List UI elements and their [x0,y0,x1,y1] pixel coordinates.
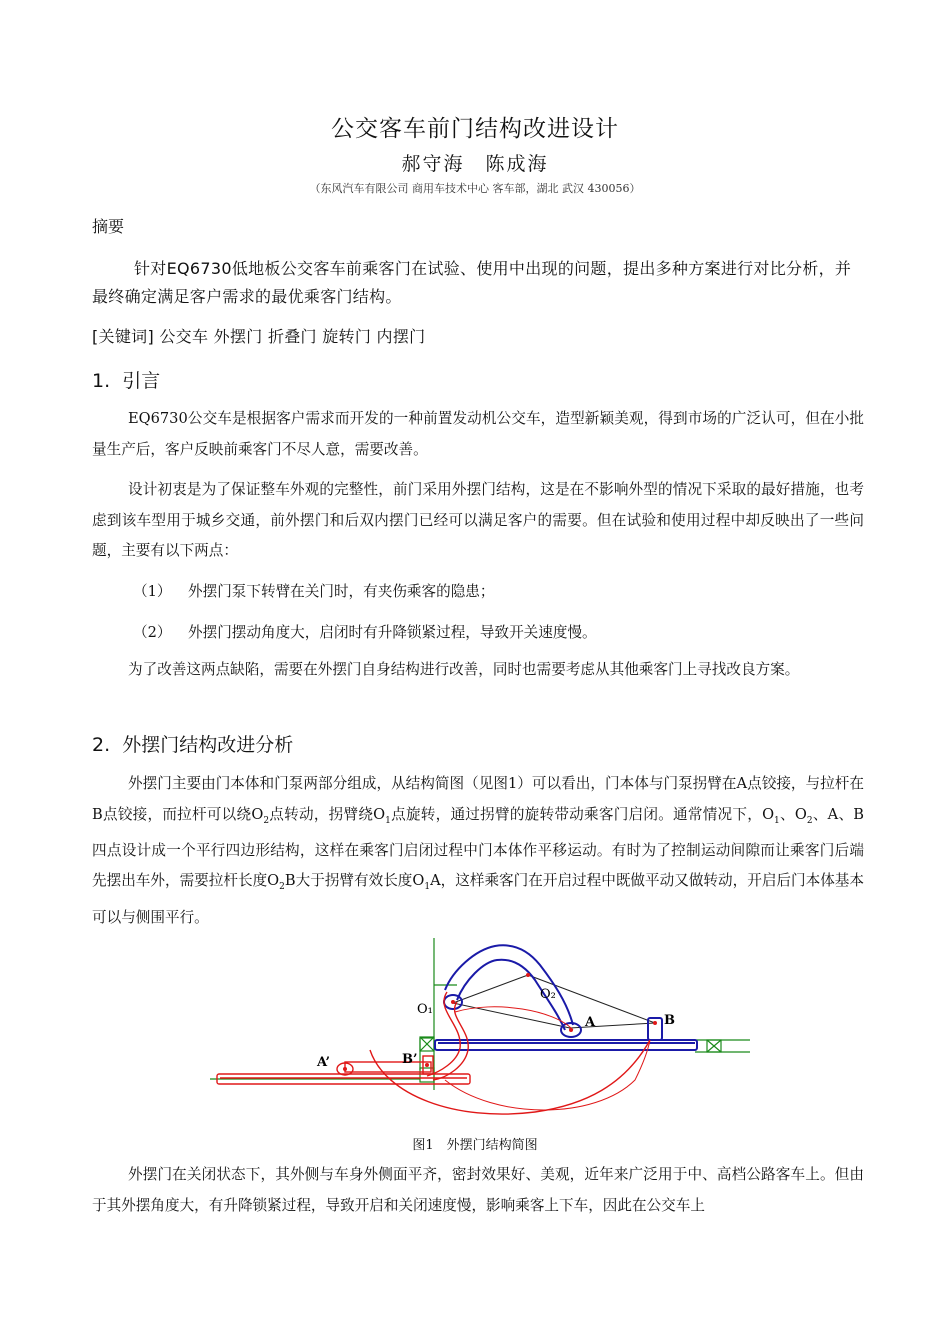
paper-affiliation: （东风汽车有限公司 商用车技术中心 客车部，湖北 武汉 430056） [309,182,641,195]
keywords: [关键词] 公交车 外摆门 折叠门 旋转门 内摆门 [92,327,426,346]
label-b-prime: B’ [402,1052,418,1067]
label-a-prime: A’ [317,1055,331,1070]
figure-caption: 图1 外摆门结构简图 [412,1138,538,1153]
list-item-text: 外摆门泵下转臂在关门时，有夹伤乘客的隐患； [188,583,495,600]
label-a: A [585,1015,596,1030]
section-2-number: 2. [92,734,111,756]
label-o1: O₁ [417,1002,433,1017]
closed-door [435,945,697,1050]
list-item [133,621,597,642]
list-item-number: （2） [133,624,172,641]
list-item [133,580,494,601]
paper-authors: 郝守海 陈成海 [401,153,549,175]
door-mechanism-figure [195,930,760,1125]
section-1-paragraph-3: 为了改善这两点缺陷，需要在外摆门自身结构进行改善，同时也需要考虑从其他乘客门上寻找改良方案。 [128,661,800,678]
section-1-paragraph-2: 设计初衷是为了保证整车外观的完整性，前门采用外摆门结构，这是在不影响外型的情况下采取的最好措施，也考虑到该车型用于城乡交通，前外摆门和后双内摆门已经可以满足客户的需要。但在试验和使用过程中却反映出了一些问题，主要有以下两点： [92,481,864,559]
section-2-heading [92,730,293,757]
section-1-number: 1. [92,370,111,392]
abstract-heading: 摘要 [92,217,125,236]
list-item-number: （1） [133,583,172,600]
section-1-paragraph-1: EQ6730公交车是根据客户需求而开发的一种前置发动机公交车，造型新颖美观，得到市场的广泛认可，但在小批量生产后，客户反映前乘客门不尽人意，需要改善。 [92,410,864,458]
abstract-text: 针对EQ6730低地板公交客车前乘客门在试验、使用中出现的问题，提出多种方案进行对比分析，并最终确定满足客户需求的最优乘客门结构。 [92,259,852,306]
section-1-heading [92,366,160,393]
paper-title: 公交客车前门结构改进设计 [331,116,619,142]
pivot-hinges [343,973,657,1071]
list-item-text: 外摆门摆动角度大，启闭时有升降锁紧过程，导致开关速度慢。 [188,624,597,641]
section-2-paragraph-2: 外摆门在关闭状态下，其外侧与车身外侧面平齐，密封效果好、美观，近年来广泛用于中、高档公路客车上。但由于其外摆角度大，有升降锁紧过程，导致开启和关闭速度慢，影响乘客上下车，因此在公交车上 [92,1166,864,1214]
section-1-title: 引言 [122,370,161,392]
label-b: B [664,1013,675,1028]
label-o2: O₂ [540,987,556,1002]
section-2-paragraph-1: 外摆门主要由门本体和门泵两部分组成，从结构简图（见图1）可以看出，门本体与门泵拐臂在A点铰接，与拉杆在B点铰接，而拉杆可以绕$O_2$点转动，拐臂绕$O_1$点旋转，通过拐臂的旋转带动乘客门启闭。通常情况下，$O_1$、$O_2$、A、B四点设计成一个平行四边形结构，这样在乘客门启闭过程中门本体作平移运动。有时为了控制运动间隙而让乘客门后端先摆出车外，需要拉杆长度$O_2B$大于拐臂有效长度$O_1A$，这样乘客门在开启过程中既做平动又做转动，开启后门本体基本可以与侧围平行。 [92,775,865,926]
section-2-title: 外摆门结构改进分析 [122,734,294,756]
